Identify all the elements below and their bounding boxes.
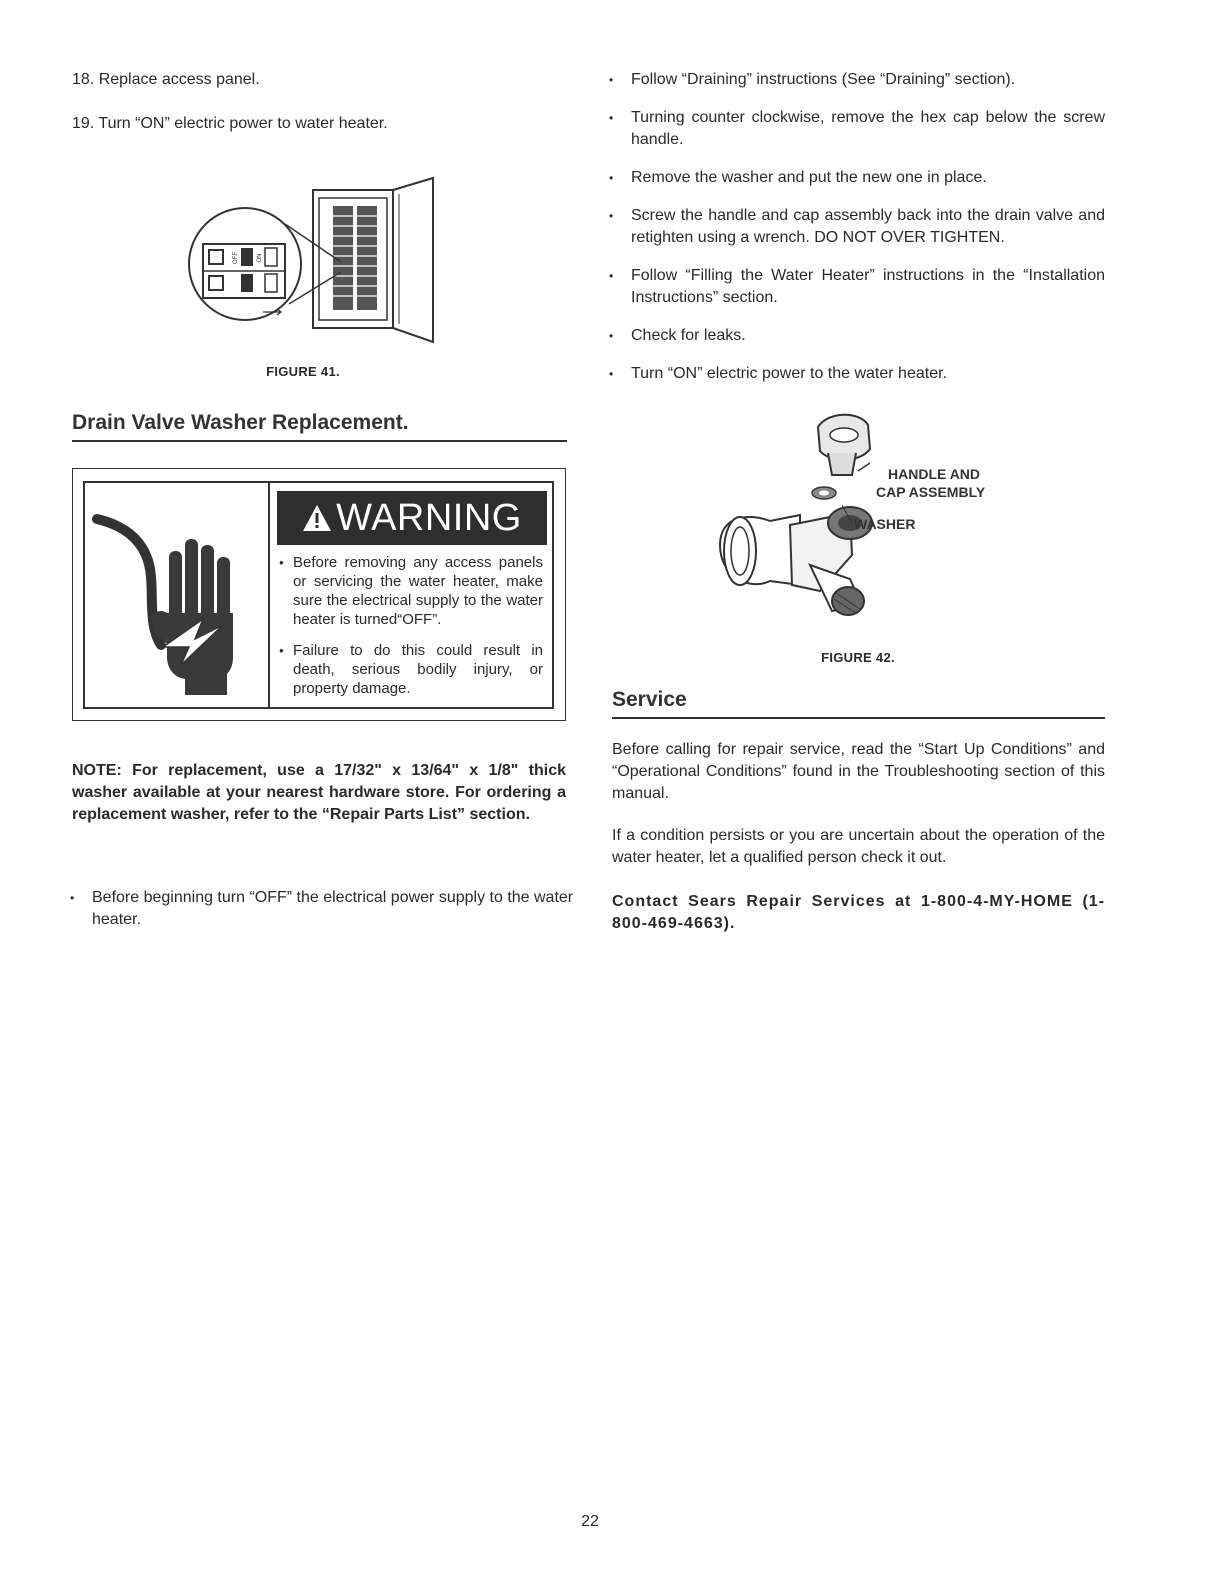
service-paragraph-1: Before calling for repair service, read the “Start Up Conditions” and “Operational Conditions” found in the Troubleshooting section of this manual.	[612, 741, 1105, 802]
warning-title: WARNING	[336, 497, 522, 539]
contact-sears: Contact Sears Repair Services at 1-800-4-MY-HOME (1-800-469-4663).	[612, 893, 1105, 932]
right-bullet-5: • Follow “Filling the Water Heater” instructions in the “Installation Instructions” section.	[605, 265, 1105, 309]
warning-inner-frame	[83, 481, 554, 709]
warning-bullet-1: ● Before removing any access panels or servicing the water heater, make sure the electrical supply to the water heater is turned“OFF”.	[277, 553, 543, 629]
figure-42-caption: FIGURE 42.	[821, 650, 895, 665]
warning-divider	[268, 483, 270, 707]
right-bullet-3: • Remove the washer and put the new one in place.	[605, 167, 1105, 189]
warning-box	[72, 468, 566, 721]
label-handle-2: CAP ASSEMBLY	[876, 484, 986, 500]
right-bullet-4: • Screw the handle and cap assembly back into the drain valve and retighten using a wrench. DO NOT OVER TIGHTEN.	[605, 205, 1105, 249]
breaker-panel-figure	[185, 172, 445, 352]
right-bullet-1: • Follow “Draining” instructions (See “Draining” section).	[605, 69, 1105, 91]
replacement-note: NOTE: For replacement, use a 17/32" x 13/64" x 1/8" thick washer available at your nearest hardware store. For ordering a replacement washer, refer to the “Repair Parts List” section.	[72, 762, 566, 823]
warning-bullet-2: ● Failure to do this could result in death, serious bodily injury, or property damage.	[277, 641, 543, 698]
electric-shock-icon	[91, 497, 261, 697]
warning-bullets	[277, 553, 543, 710]
drain-valve-section-title: Drain Valve Washer Replacement.	[72, 412, 567, 442]
right-bullet-6: • Check for leaks.	[605, 325, 1105, 347]
breaker-off-label: OFF	[233, 252, 239, 264]
figure-41-caption: FIGURE 41.	[266, 364, 340, 379]
drain-valve-figure	[700, 405, 1020, 625]
right-bullet-list	[605, 69, 1105, 401]
warning-triangle-icon	[302, 504, 332, 532]
step-18: 18. Replace access panel.	[72, 71, 260, 88]
breaker-on-label: ON	[257, 253, 263, 263]
service-section-title: Service	[612, 689, 1105, 719]
step-19: 19. Turn “ON” electric power to water heater.	[72, 115, 388, 132]
right-bullet-7: • Turn “ON” electric power to the water heater.	[605, 363, 1105, 385]
warning-header	[277, 491, 547, 545]
left-bullet-1: • Before beginning turn “OFF” the electrical power supply to the water heater.	[66, 887, 592, 931]
service-paragraph-2: If a condition persists or you are uncertain about the operation of the water heater, let a qualified person check it out.	[612, 827, 1105, 866]
label-washer: WASHER	[854, 516, 916, 532]
page-number: 22	[581, 1513, 599, 1530]
label-handle-1: HANDLE AND	[888, 466, 981, 482]
right-bullet-2: • Turning counter clockwise, remove the hex cap below the screw handle.	[605, 107, 1105, 151]
